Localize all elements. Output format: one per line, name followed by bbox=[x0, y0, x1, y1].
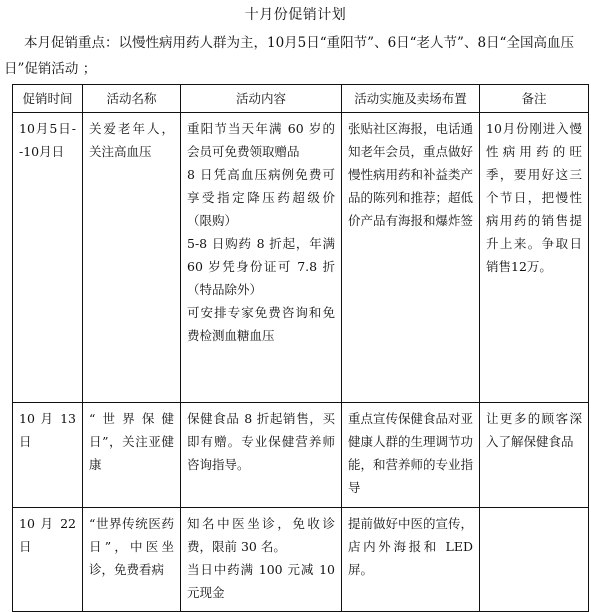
cell-remarks: 让更多的顾客深入了解保健食品 bbox=[480, 403, 589, 508]
content-line: 5-8 日购药 8 折起，年满 60 岁凭身份证可 7.8 折（特品除外） bbox=[187, 236, 335, 297]
cell-time: 10 月 22 日 bbox=[13, 508, 83, 612]
document-title: 十月份促销计划 bbox=[244, 7, 347, 23]
content-line: 当日中药满 100 元减 10 元现金 bbox=[187, 562, 335, 600]
cell-remarks bbox=[480, 508, 589, 612]
cell-remarks: 10月份刚进入慢性病用药的旺季，要用好这三个节日，把慢性病用药的销售提升上来。争取日销售12万。 bbox=[480, 113, 589, 403]
header-remarks: 备注 bbox=[480, 85, 589, 113]
promotion-table bbox=[12, 84, 589, 612]
cell-content bbox=[181, 403, 342, 508]
cell-time: 10月5日--10月日 bbox=[13, 113, 83, 403]
cell-implementation: 张贴社区海报，电话通知老年会员，重点做好慢性病用药和补益类产品的陈列和推荐；超低价产品有海报和爆炸签 bbox=[342, 113, 480, 403]
content-line: 8 日凭高血压病例免费可享受指定降压药超级价（限购） bbox=[187, 167, 335, 228]
table-row bbox=[13, 113, 589, 403]
cell-name: “世界传统医药日”，中医坐诊，免费看病 bbox=[83, 508, 181, 612]
cell-implementation: 提前做好中医的宣传，店内外海报和 LED 屏。 bbox=[342, 508, 480, 612]
content-line: 保健食品 8 折起销售，买即有赠。专业保健营养师咨询指导。 bbox=[187, 411, 335, 472]
content-line: 重阳节当天年满 60 岁的会员可免费领取赠品 bbox=[187, 121, 335, 159]
table-header-row bbox=[13, 85, 589, 113]
table-row bbox=[13, 403, 589, 508]
table-row bbox=[13, 508, 589, 612]
header-name: 活动名称 bbox=[83, 85, 181, 113]
cell-name: “世界保健日”，关注亚健康 bbox=[83, 403, 181, 508]
cell-content bbox=[181, 508, 342, 612]
content-line: 可安排专家免费咨询和免费检测血糖血压 bbox=[187, 305, 335, 343]
cell-time: 10 月 13 日 bbox=[13, 403, 83, 508]
cell-name: 关爱老年人，关注高血压 bbox=[83, 113, 181, 403]
header-content: 活动内容 bbox=[181, 85, 342, 113]
cell-implementation: 重点宣传保健食品对亚健康人群的生理调节功能，和营养师的专业指导 bbox=[342, 403, 480, 508]
content-line: 知名中医坐诊，免收诊费，限前 30 名。 bbox=[187, 516, 335, 554]
cell-content bbox=[181, 113, 342, 403]
header-implementation: 活动实施及卖场布置 bbox=[342, 85, 480, 113]
intro-paragraph: 本月促销重点：以慢性病用药人群为主，10月5日“重阳节”、6日“老人节”、8日“全国高血压日”促销活动 ； bbox=[4, 35, 574, 77]
header-time: 促销时间 bbox=[13, 85, 83, 113]
